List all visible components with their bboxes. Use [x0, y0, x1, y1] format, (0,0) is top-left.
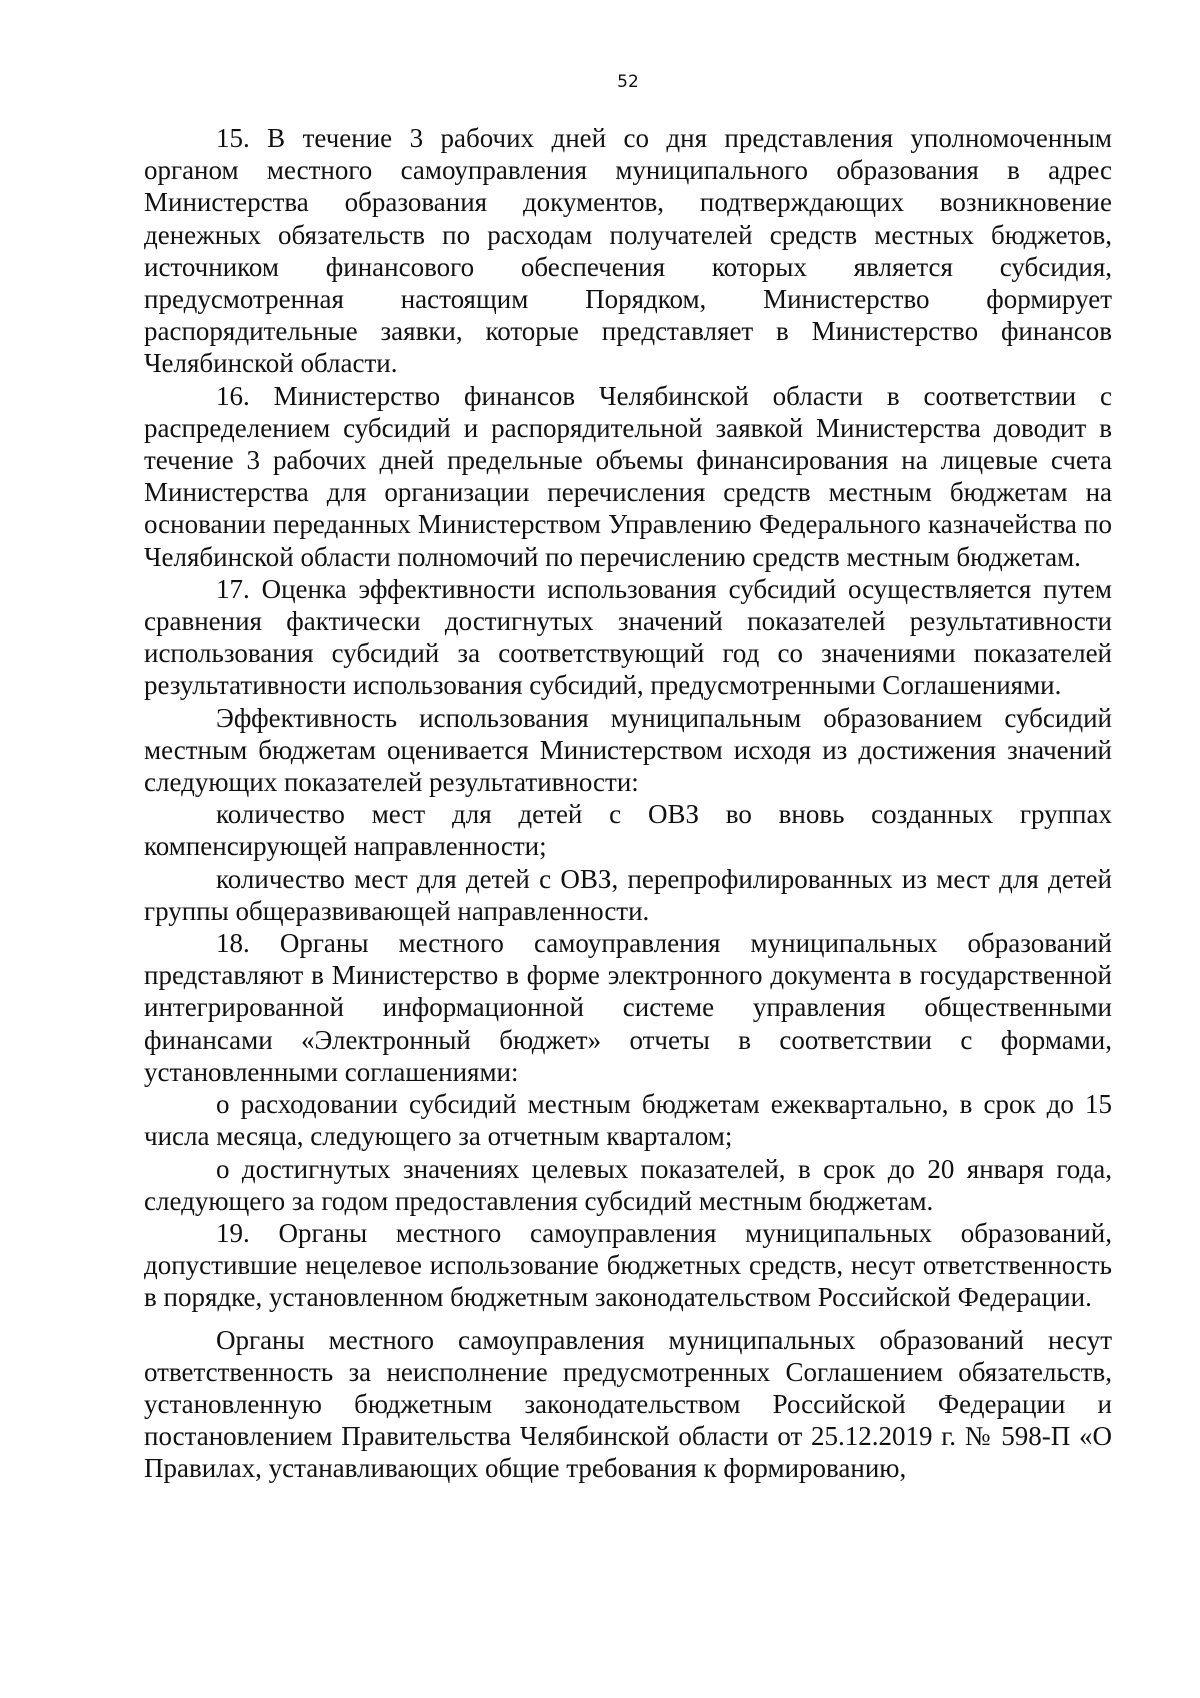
paragraph-report-1: о расходовании субсидий местным бюджетам ежеквартально, в срок до 15 числа месяца, следующего за отчетным кварталом;	[144, 1089, 1112, 1152]
paragraph-indicator-2: количество мест для детей с ОВЗ, перепрофилированных из мест для детей группы общеразвивающей направленности.	[144, 863, 1112, 926]
paragraph-19: 19. Органы местного самоуправления муниципальных образований, допустившие нецелевое использование бюджетных средств, несут ответственность в порядке, установленном бюджетным законодательством Российской Федерации.	[144, 1217, 1112, 1313]
page-number: 52	[617, 72, 639, 92]
document-body	[144, 122, 1112, 1485]
paragraph-16: 16. Министерство финансов Челябинской области в соответствии с распределением субсидий и распорядительной заявкой Министерства доводит в течение 3 рабочих дней предельные объемы финансирования на лицевые счета Министерства для организации перечисления средств местным бюджетам на основании переданных Министерством Управлению Федерального казначейства по Челябинской области полномочий по перечислению средств местным бюджетам.	[144, 380, 1112, 572]
paragraph-indicator-1: количество мест для детей с ОВЗ во вновь созданных группах компенсирующей направленности;	[144, 799, 1112, 862]
paragraph-effectiveness: Эффективность использования муниципальным образованием субсидий местным бюджетам оценивается Министерством исходя из достижения значений следующих показателей результативности:	[144, 702, 1112, 798]
paragraph-17: 17. Оценка эффективности использования субсидий осуществляется путем сравнения фактически достигнутых значений показателей результативности использования субсидий за соответствующий год со значениями показателей результативности использования субсидий, предусмотренными Соглашениями.	[144, 573, 1112, 701]
paragraph-15: 15. В течение 3 рабочих дней со дня представления уполномоченным органом местного самоуправления муниципального образования в адрес Министерства образования документов, подтверждающих возникновение денежных обязательств по расходам получателей средств местных бюджетов, источником финансового обеспечения которых является субсидия, предусмотренная настоящим Порядком, Министерство формирует распорядительные заявки, которые представляет в Министерство финансов Челябинской области.	[144, 123, 1112, 379]
paragraph-responsibility: Органы местного самоуправления муниципальных образований несут ответственность за неисполнение предусмотренных Соглашением обязательств, установленную бюджетным законодательством Российской Федерации и постановлением Правительства Челябинской области от 25.12.2019 г. № 598-П «О Правилах, устанавливающих общие требования к формированию,	[144, 1324, 1112, 1484]
paragraph-18: 18. Органы местного самоуправления муниципальных образований представляют в Министерство в форме электронного документа в государственной интегрированной информационной системе управления общественными финансами «Электронный бюджет» отчеты в соответствии с формами, установленными соглашениями:	[144, 928, 1112, 1087]
paragraph-report-2: о достигнутых значениях целевых показателей, в срок до 20 января года, следующего за годом предоставления субсидий местным бюджетам.	[144, 1153, 1112, 1216]
